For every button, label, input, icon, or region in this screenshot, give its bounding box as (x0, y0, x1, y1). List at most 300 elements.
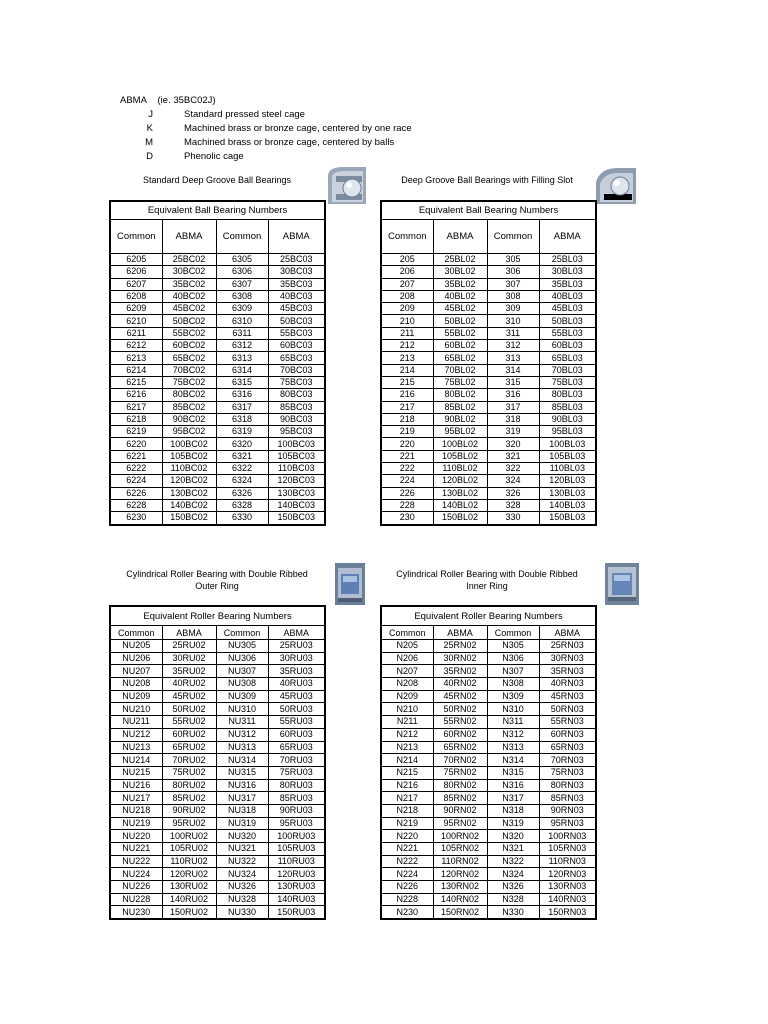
abma-number-cell: 110BC02 (162, 463, 216, 475)
abma-number-cell: 70BC03 (268, 364, 325, 376)
table-row (110, 906, 325, 919)
common-number-cell: 306 (487, 266, 539, 278)
abma-number-cell: 90BC02 (162, 413, 216, 425)
common-number-cell: 315 (487, 376, 539, 388)
common-number-cell: NU322 (216, 855, 268, 868)
common-number-cell: NU210 (110, 703, 162, 716)
common-number-cell: NU316 (216, 779, 268, 792)
common-number-cell: 6306 (216, 266, 268, 278)
common-number-cell: N208 (381, 678, 433, 691)
common-number-cell: N306 (487, 652, 539, 665)
abma-number-cell: 120RN02 (433, 868, 487, 881)
abma-number-cell: 30BL02 (433, 266, 487, 278)
common-number-cell: 6222 (110, 463, 162, 475)
abma-number-cell: 25BC02 (162, 254, 216, 266)
abma-number-cell: 75BL02 (433, 376, 487, 388)
abma-number-cell: 150RU02 (162, 906, 216, 919)
abma-number-cell: 40RU02 (162, 678, 216, 691)
table-row (110, 741, 325, 754)
abma-number-cell: 95BC02 (162, 426, 216, 438)
common-number-cell: NU307 (216, 665, 268, 678)
common-number-cell: N326 (487, 881, 539, 894)
abma-number-cell: 105RU03 (268, 843, 325, 856)
abma-number-cell: 80BC02 (162, 389, 216, 401)
abma-number-cell: 45BC03 (268, 303, 325, 315)
table-row (381, 665, 596, 678)
common-number-cell: 6314 (216, 364, 268, 376)
table-row (110, 779, 325, 792)
common-number-cell: 314 (487, 364, 539, 376)
common-number-cell: 310 (487, 315, 539, 327)
common-number-cell: NU222 (110, 855, 162, 868)
abma-number-cell: 35RU02 (162, 665, 216, 678)
table-row (381, 855, 596, 868)
table-caption: Equivalent Ball Bearing Numbers (110, 201, 325, 220)
abma-number-cell: 30RN02 (433, 652, 487, 665)
table-row (381, 450, 596, 462)
table-row (381, 278, 596, 290)
table-row (381, 401, 596, 413)
common-number-cell: NU211 (110, 716, 162, 729)
column-header: ABMA (539, 626, 596, 640)
common-number-cell: 214 (381, 364, 433, 376)
abma-number-cell: 80RU02 (162, 779, 216, 792)
common-number-cell: NU321 (216, 843, 268, 856)
table-row (381, 487, 596, 499)
common-number-cell: 6230 (110, 512, 162, 525)
abma-number-cell: 40BL03 (539, 290, 596, 302)
common-number-cell: NU218 (110, 804, 162, 817)
common-number-cell: NU313 (216, 741, 268, 754)
common-number-cell: 6328 (216, 499, 268, 511)
table-row (381, 652, 596, 665)
common-number-cell: 322 (487, 463, 539, 475)
abma-number-cell: 25RU03 (268, 640, 325, 653)
abma-number-cell: 40BL02 (433, 290, 487, 302)
abma-number-cell: 120BL03 (539, 475, 596, 487)
abma-number-cell: 65BC03 (268, 352, 325, 364)
table-row (110, 376, 325, 388)
table-row (110, 426, 325, 438)
common-number-cell: N213 (381, 741, 433, 754)
table-row (110, 881, 325, 894)
common-number-cell: N218 (381, 804, 433, 817)
common-number-cell: 312 (487, 340, 539, 352)
table-row (381, 340, 596, 352)
abma-number-cell: 35BC02 (162, 278, 216, 290)
table-row (381, 678, 596, 691)
abma-number-cell: 150BL03 (539, 512, 596, 525)
abma-number-cell: 80RN02 (433, 779, 487, 792)
table-row (381, 352, 596, 364)
common-number-cell: NU330 (216, 906, 268, 919)
abma-number-cell: 100BC03 (268, 438, 325, 450)
table-row (110, 817, 325, 830)
abma-number-cell: 45BC02 (162, 303, 216, 315)
abma-number-cell: 55RN02 (433, 716, 487, 729)
common-number-cell: 318 (487, 413, 539, 425)
abma-number-cell: 70RN03 (539, 754, 596, 767)
common-number-cell: NU309 (216, 690, 268, 703)
common-number-cell: N310 (487, 703, 539, 716)
abma-number-cell: 45RU02 (162, 690, 216, 703)
table-row (381, 426, 596, 438)
table-row (110, 266, 325, 278)
common-number-cell: 319 (487, 426, 539, 438)
table-row (110, 716, 325, 729)
common-number-cell: N222 (381, 855, 433, 868)
abma-number-cell: 60RN02 (433, 728, 487, 741)
abma-number-cell: 75RN03 (539, 766, 596, 779)
abma-number-cell: 85BL03 (539, 401, 596, 413)
abma-number-cell: 140RU03 (268, 893, 325, 906)
abma-number-cell: 85RU03 (268, 792, 325, 805)
common-number-cell: N210 (381, 703, 433, 716)
abma-number-cell: 35BL03 (539, 278, 596, 290)
common-number-cell: NU226 (110, 881, 162, 894)
common-number-cell: 316 (487, 389, 539, 401)
table-row (110, 665, 325, 678)
common-number-cell: 213 (381, 352, 433, 364)
legend-item: M Machined brass or bronze cage, centered by balls (145, 137, 395, 148)
table-row (110, 754, 325, 767)
legend-item: D Phenolic cage (146, 151, 244, 162)
abma-number-cell: 105RN02 (433, 843, 487, 856)
common-number-cell: N226 (381, 881, 433, 894)
common-number-cell: NU308 (216, 678, 268, 691)
abma-number-cell: 45RN02 (433, 690, 487, 703)
common-number-cell: 324 (487, 475, 539, 487)
common-number-cell: N305 (487, 640, 539, 653)
table-row (381, 315, 596, 327)
common-number-cell: 307 (487, 278, 539, 290)
common-number-cell: 6313 (216, 352, 268, 364)
abma-number-cell: 130RU02 (162, 881, 216, 894)
column-header: Common (487, 220, 539, 254)
table-row (381, 741, 596, 754)
abma-number-cell: 75RN02 (433, 766, 487, 779)
abma-number-cell: 80RU03 (268, 779, 325, 792)
abma-number-cell: 55RN03 (539, 716, 596, 729)
abma-number-cell: 140BC03 (268, 499, 325, 511)
abma-number-cell: 50RN03 (539, 703, 596, 716)
common-number-cell: NU208 (110, 678, 162, 691)
common-number-cell: NU214 (110, 754, 162, 767)
abma-number-cell: 110RU03 (268, 855, 325, 868)
table-row (110, 389, 325, 401)
abma-number-cell: 110BL02 (433, 463, 487, 475)
abma-number-cell: 30RN03 (539, 652, 596, 665)
common-number-cell: 6218 (110, 413, 162, 425)
roller-bearing-inner-icon (604, 562, 640, 606)
table-row (110, 340, 325, 352)
table-row (381, 792, 596, 805)
abma-number-cell: 90BL02 (433, 413, 487, 425)
common-number-cell: 311 (487, 327, 539, 339)
deep-groove-title: Standard Deep Groove Ball Bearings (142, 175, 292, 185)
common-number-cell: N318 (487, 804, 539, 817)
abma-number-cell: 150BC02 (162, 512, 216, 525)
common-number-cell: NU207 (110, 665, 162, 678)
table-row (110, 315, 325, 327)
common-number-cell: N324 (487, 868, 539, 881)
common-number-cell: 6312 (216, 340, 268, 352)
abma-number-cell: 60RU02 (162, 728, 216, 741)
common-number-cell: 6217 (110, 401, 162, 413)
common-number-cell: 6317 (216, 401, 268, 413)
abma-number-cell: 130BC02 (162, 487, 216, 499)
abma-number-cell: 150RN03 (539, 906, 596, 919)
common-number-cell: NU217 (110, 792, 162, 805)
table-row (381, 413, 596, 425)
common-number-cell: 226 (381, 487, 433, 499)
table-row (381, 512, 596, 525)
common-number-cell: 6207 (110, 278, 162, 290)
common-number-cell: 6320 (216, 438, 268, 450)
abma-number-cell: 45RN03 (539, 690, 596, 703)
column-header: Common (110, 626, 162, 640)
common-number-cell: 6208 (110, 290, 162, 302)
table-row (110, 438, 325, 450)
common-number-cell: N207 (381, 665, 433, 678)
table-row (381, 499, 596, 511)
common-number-cell: N217 (381, 792, 433, 805)
common-number-cell: NU315 (216, 766, 268, 779)
abma-number-cell: 25RN02 (433, 640, 487, 653)
abma-number-cell: 90BC03 (268, 413, 325, 425)
table-row (381, 893, 596, 906)
table-row (381, 303, 596, 315)
abma-number-cell: 120RU03 (268, 868, 325, 881)
abma-number-cell: 65RN03 (539, 741, 596, 754)
table-row (381, 754, 596, 767)
table-row (381, 438, 596, 450)
abma-number-cell: 25RU02 (162, 640, 216, 653)
common-number-cell: 211 (381, 327, 433, 339)
common-number-cell: N215 (381, 766, 433, 779)
common-number-cell: 210 (381, 315, 433, 327)
column-header: Common (216, 220, 268, 254)
abma-number-cell: 100BL03 (539, 438, 596, 450)
abma-number-cell: 90RN02 (433, 804, 487, 817)
deep-groove-table (109, 200, 326, 526)
common-number-cell: 6321 (216, 450, 268, 462)
table-row (381, 716, 596, 729)
common-number-cell: 6309 (216, 303, 268, 315)
abma-number-cell: 55BL02 (433, 327, 487, 339)
common-number-cell: 317 (487, 401, 539, 413)
table-row (110, 804, 325, 817)
abma-number-cell: 100BC02 (162, 438, 216, 450)
table-row (381, 290, 596, 302)
abma-number-cell: 85BL02 (433, 401, 487, 413)
abma-number-cell: 40BC03 (268, 290, 325, 302)
table-row (381, 254, 596, 266)
common-number-cell: 215 (381, 376, 433, 388)
abma-number-cell: 110RN02 (433, 855, 487, 868)
abma-number-cell: 60BC03 (268, 340, 325, 352)
abma-number-cell: 95RU02 (162, 817, 216, 830)
table-row (381, 376, 596, 388)
common-number-cell: 6213 (110, 352, 162, 364)
abma-number-cell: 60RN03 (539, 728, 596, 741)
abma-number-cell: 110RU02 (162, 855, 216, 868)
table-row (381, 640, 596, 653)
common-number-cell: 6219 (110, 426, 162, 438)
abma-number-cell: 80BL02 (433, 389, 487, 401)
legend-item: K Machined brass or bronze cage, centered by one race (146, 123, 412, 134)
abma-number-cell: 70BL03 (539, 364, 596, 376)
common-number-cell: 330 (487, 512, 539, 525)
common-number-cell: 222 (381, 463, 433, 475)
common-number-cell: NU312 (216, 728, 268, 741)
abma-number-cell: 25BC03 (268, 254, 325, 266)
common-number-cell: 209 (381, 303, 433, 315)
abma-number-cell: 25BL02 (433, 254, 487, 266)
column-header: ABMA (268, 220, 325, 254)
common-number-cell: NU206 (110, 652, 162, 665)
table-row (110, 327, 325, 339)
abma-number-cell: 65RN02 (433, 741, 487, 754)
table-row (110, 364, 325, 376)
abma-number-cell: 120RU02 (162, 868, 216, 881)
abma-number-cell: 40RN03 (539, 678, 596, 691)
table-row (110, 652, 325, 665)
common-number-cell: 6318 (216, 413, 268, 425)
abma-number-cell: 95BL02 (433, 426, 487, 438)
common-number-cell: 206 (381, 266, 433, 278)
common-number-cell: 6210 (110, 315, 162, 327)
common-number-cell: NU216 (110, 779, 162, 792)
common-number-cell: NU319 (216, 817, 268, 830)
abma-number-cell: 80RN03 (539, 779, 596, 792)
common-number-cell: NU324 (216, 868, 268, 881)
common-number-cell: N330 (487, 906, 539, 919)
common-number-cell: N315 (487, 766, 539, 779)
common-number-cell: 6319 (216, 426, 268, 438)
table-row (110, 678, 325, 691)
common-number-cell: 6316 (216, 389, 268, 401)
abma-number-cell: 85RN03 (539, 792, 596, 805)
table-row (381, 868, 596, 881)
abma-number-cell: 35BL02 (433, 278, 487, 290)
abma-number-cell: 110RN03 (539, 855, 596, 868)
common-number-cell: 217 (381, 401, 433, 413)
common-number-cell: NU220 (110, 830, 162, 843)
table-row (110, 792, 325, 805)
common-number-cell: 207 (381, 278, 433, 290)
common-number-cell: 6322 (216, 463, 268, 475)
common-number-cell: N312 (487, 728, 539, 741)
common-number-cell: 6305 (216, 254, 268, 266)
table-row (110, 463, 325, 475)
common-number-cell: N228 (381, 893, 433, 906)
common-number-cell: N214 (381, 754, 433, 767)
abma-number-cell: 150BL02 (433, 512, 487, 525)
abma-number-cell: 95RN02 (433, 817, 487, 830)
table-row (110, 499, 325, 511)
abma-number-cell: 90RU03 (268, 804, 325, 817)
abma-number-cell: 35RN03 (539, 665, 596, 678)
table-row (110, 450, 325, 462)
common-number-cell: 6212 (110, 340, 162, 352)
common-number-cell: N319 (487, 817, 539, 830)
roller-outer-table (109, 605, 326, 920)
common-number-cell: 6220 (110, 438, 162, 450)
abma-number-cell: 50BC03 (268, 315, 325, 327)
column-header: Common (381, 626, 433, 640)
table-row (110, 703, 325, 716)
common-number-cell: NU224 (110, 868, 162, 881)
roller-inner-table (380, 605, 597, 920)
abma-number-cell: 150BC03 (268, 512, 325, 525)
common-number-cell: N317 (487, 792, 539, 805)
roller-outer-title: Cylindrical Roller Bearing with Double Ribbed Outer Ring (126, 569, 308, 591)
table-row (381, 475, 596, 487)
abma-number-cell: 55RU03 (268, 716, 325, 729)
abma-number-cell: 90RN03 (539, 804, 596, 817)
abma-number-cell: 30BC03 (268, 266, 325, 278)
common-number-cell: 230 (381, 512, 433, 525)
abma-number-cell: 40RN02 (433, 678, 487, 691)
common-number-cell: NU317 (216, 792, 268, 805)
common-number-cell: N206 (381, 652, 433, 665)
abma-number-cell: 75BL03 (539, 376, 596, 388)
abma-number-cell: 55BL03 (539, 327, 596, 339)
table-row (381, 463, 596, 475)
abma-number-cell: 105BC03 (268, 450, 325, 462)
abma-number-cell: 105RN03 (539, 843, 596, 856)
common-number-cell: NU209 (110, 690, 162, 703)
column-header: ABMA (433, 626, 487, 640)
abma-number-cell: 95RU03 (268, 817, 325, 830)
common-number-cell: N328 (487, 893, 539, 906)
common-number-cell: 6209 (110, 303, 162, 315)
table-row (110, 868, 325, 881)
table-row (381, 906, 596, 919)
abma-number-cell: 105BC02 (162, 450, 216, 462)
abma-number-cell: 30BL03 (539, 266, 596, 278)
filling-slot-ball-bearing-icon (592, 164, 640, 208)
abma-number-cell: 50BC02 (162, 315, 216, 327)
common-number-cell: N220 (381, 830, 433, 843)
roller-bearing-outer-icon (334, 562, 366, 606)
table-row (381, 266, 596, 278)
abma-number-cell: 100RU03 (268, 830, 325, 843)
abma-number-cell: 55RU02 (162, 716, 216, 729)
abma-number-cell: 30BC02 (162, 266, 216, 278)
abma-number-cell: 45BL02 (433, 303, 487, 315)
common-number-cell: 6228 (110, 499, 162, 511)
abma-number-cell: 35BC03 (268, 278, 325, 290)
common-number-cell: 309 (487, 303, 539, 315)
legend-label: ABMA (120, 95, 147, 106)
common-number-cell: N211 (381, 716, 433, 729)
abma-number-cell: 40RU03 (268, 678, 325, 691)
column-header: ABMA (162, 220, 216, 254)
abma-number-cell: 45BL03 (539, 303, 596, 315)
common-number-cell: NU305 (216, 640, 268, 653)
table-row (381, 327, 596, 339)
common-number-cell: 218 (381, 413, 433, 425)
abma-number-cell: 140BC02 (162, 499, 216, 511)
common-number-cell: 216 (381, 389, 433, 401)
column-header: ABMA (539, 220, 596, 254)
column-header: Common (381, 220, 433, 254)
abma-number-cell: 35RN02 (433, 665, 487, 678)
table-row (110, 290, 325, 302)
common-number-cell: 6311 (216, 327, 268, 339)
